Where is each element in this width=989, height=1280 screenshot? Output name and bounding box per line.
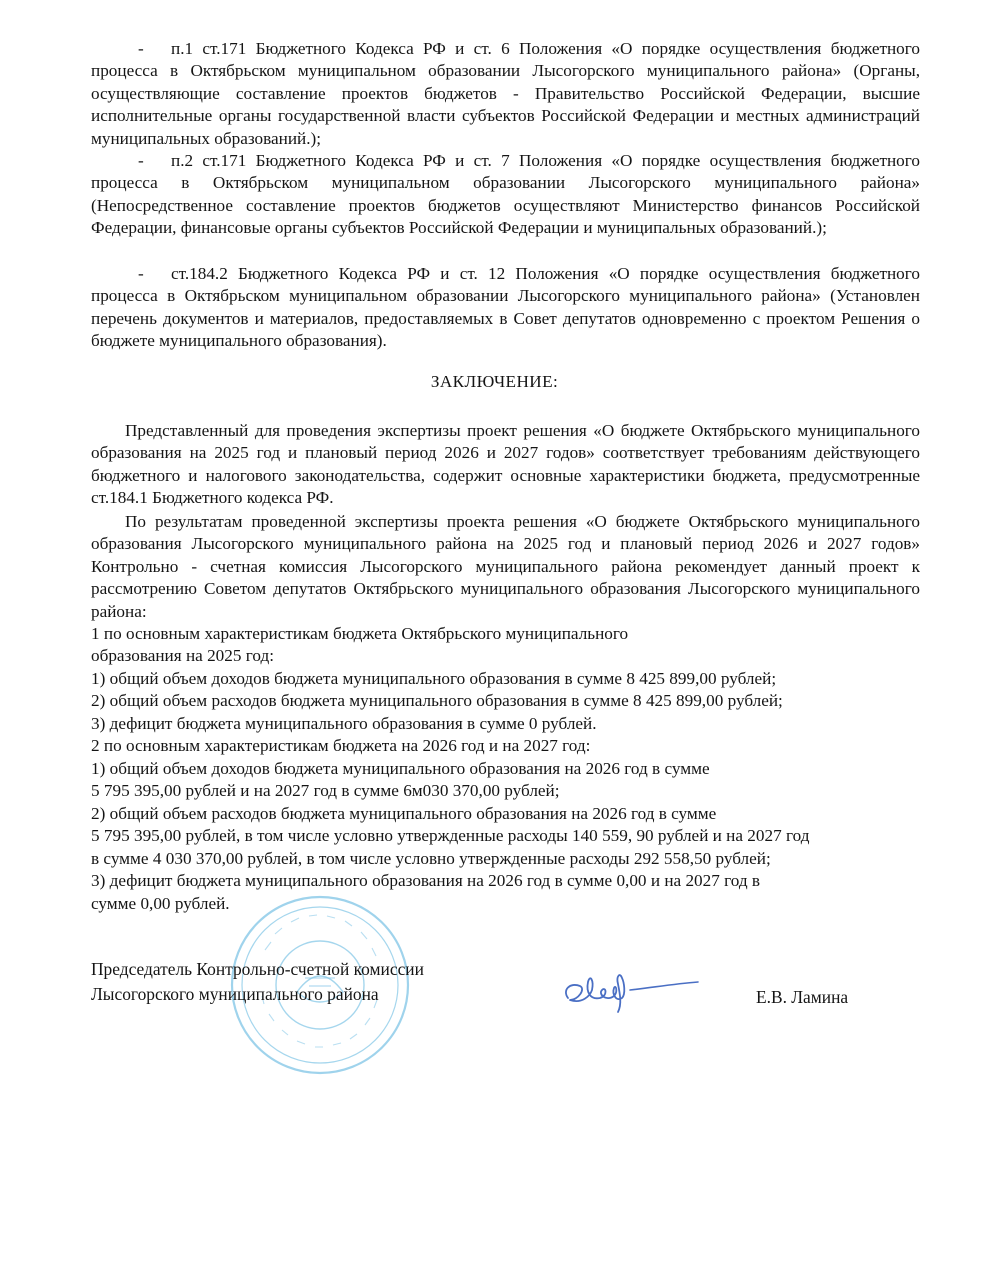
list-line: 2) общий объем расходов бюджета муниципального образования в сумме 8 425 899,00 рублей; [91,691,783,710]
list-line: образования на 2025 год: [91,646,274,665]
list-line: сумме 0,00 рублей. [91,894,230,913]
list-line: 3) дефицит бюджета муниципального образования на 2026 год в сумме 0,00 и на 2027 год в [91,871,760,890]
list-line: 1) общий объем доходов бюджета муниципального образования на 2026 год в сумме [91,759,710,778]
bullet-marker: - [138,264,144,283]
handwritten-signature [560,960,710,1020]
bullet-text: п.1 ст.171 Бюджетного Кодекса РФ и ст. 6 Положения «О порядке осуществления бюджетного процесса в Октябрьском муниципальном образовании Лысогорского муниципального района» (Органы, осуществляющие составление проектов бюджетов - Правительство Российской Федерации, высшие исполнительные органы государственной власти субъектов Российской Федерации и местных администраций муниципальных образований.); [91,39,920,148]
list-line: 1) общий объем доходов бюджета муниципального образования в сумме 8 425 899,00 рублей; [91,669,777,688]
bullet-text: ст.184.2 Бюджетного Кодекса РФ и ст. 12 Положения «О порядке осуществления бюджетного процесса в Октябрьском муниципальном образовании Лысогорского муниципального района» (Установлен перечень документов и материалов, предоставляемых в Совет депутатов одновременно с проектом Решения о бюджете муниципального образования). [91,264,920,351]
signatory-name: Е.В. Ламина [756,987,849,1007]
bullet-marker: - [138,151,144,170]
list-line: 3) дефицит бюджета муниципального образования в сумме 0 рублей. [91,714,597,733]
list-line: 2 по основным характеристикам бюджета на 2026 год и на 2027 год: [91,736,591,755]
list-line: 5 795 395,00 рублей, в том числе условно утвержденные расходы 140 559, 90 рублей и на 2027 год [91,826,810,845]
bullet-item-2 [91,150,920,240]
list-line: 2) общий объем расходов бюджета муниципального образования на 2026 год в сумме [91,804,717,823]
list-line: в сумме 4 030 370,00 рублей, в том числе условно утвержденные расходы 292 558,50 рублей; [91,849,771,868]
conclusion-paragraph-1: Представленный для проведения экспертизы проект решения «О бюджете Октябрьского муниципального образования на 2025 год и плановый период 2026 и 2027 годов» соответствует требованиям действующего бюджетного и налогового законодательства, содержит основные характеристики бюджета, предусмотренные ст.184.1 Бюджетного кодекса РФ. [91,421,920,508]
bullet-text: п.2 ст.171 Бюджетного Кодекса РФ и ст. 7 Положения «О порядке осуществления бюджетного процесса в Октябрьском муниципальном образовании Лысогорского муниципального района» (Непосредственное составление проектов бюджетов осуществляют Министерство финансов Российской Федерации, финансовые органы субъектов Российской Федерации и муниципальных образований.); [91,151,920,238]
conclusion-paragraph-2: По результатам проведенной экспертизы проекта решения «О бюджете Октябрьского муниципального образования Лысогорского муниципального района на 2025 год и плановый период 2026 и 2027 годов» Контрольно - счетная комиссия Лысогорского муниципального района рекомендует данный проект к рассмотрению Советом депутатов Октябрьского муниципального образования Лысогорского муниципального района: [91,512,920,621]
bullet-item-1 [91,38,920,150]
bullet-item-3 [91,263,920,353]
list-line: 5 795 395,00 рублей и на 2027 год в сумме 6м030 370,00 рублей; [91,781,560,800]
conclusion-heading: ЗАКЛЮЧЕНИЕ: [430,372,559,391]
list-line: 1 по основным характеристикам бюджета Октябрьского муниципального [91,624,629,643]
signatory-title-line-1: Председатель Контрольно-счетной комиссии [91,959,424,979]
signatory-title-line-2: Лысогорского муниципального района [91,984,379,1004]
bullet-marker: - [138,39,144,58]
